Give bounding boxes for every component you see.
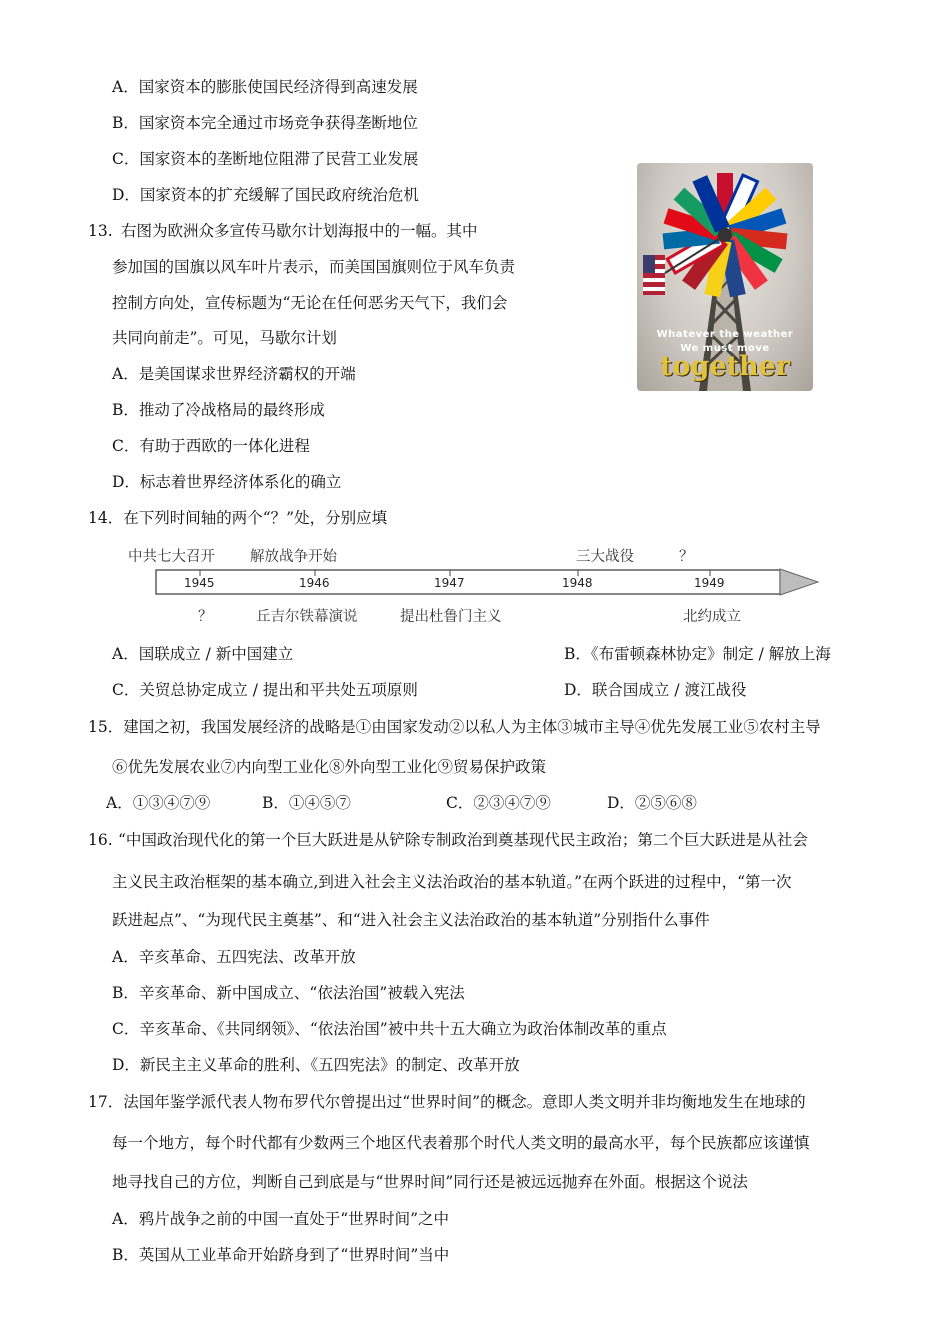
q17-stem-line-3: 地寻找自己的方位，判断自己到底是与“世界时间”同行还是被远远抛弃在外面。根据这个说法 (112, 1173, 748, 1191)
q13-stem-line-2: 参加国的国旗以风车叶片表示，而美国国旗则位于风车负责 (112, 258, 516, 276)
q16-stem-line-1: “中国政治现代化的第一个巨大跃进是从铲除专制政治到奠基现代民主政治；第二个巨大跃进是从社会 (118, 831, 808, 849)
q16-stem-line-3: 跃进起点”、“为现代民主奠基”、和“进入社会主义法治政治的基本轨道”分别指什么事件 (112, 911, 710, 929)
timeline-year-1948: 1948 (562, 576, 593, 590)
q13-stem-line-3: 控制方向处，宣传标题为“无论在任何恶劣天气下，我们会 (112, 294, 508, 312)
q16-option-c: C．辛亥革命、《共同纲领》、“依法治国”被中共十五大确立为政治体制改革的重点 (112, 1020, 667, 1038)
poster-slogan-line-1: Whatever the weather (656, 329, 794, 340)
q15-option-a: A．①③④⑦⑨ (106, 794, 211, 812)
q13-option-c: C．有助于西欧的一体化进程 (112, 437, 310, 455)
q12-option-b: B．国家资本完全通过市场竞争获得垄断地位 (112, 114, 418, 132)
timeline-year-1949: 1949 (694, 576, 725, 590)
q13-number: 13. (88, 222, 113, 240)
q15-option-b: B．①④⑤⑦ (262, 794, 351, 812)
q16-option-b: B．辛亥革命、新中国成立、“依法治国”被载入宪法 (112, 984, 465, 1002)
q17-option-a: A．鸦片战争之前的中国一直处于“世界时间”之中 (112, 1210, 450, 1228)
q12-option-d: D．国家资本的扩充缓解了国民政府统治危机 (112, 186, 419, 204)
q16-number: 16. (88, 831, 113, 849)
q16-option-d: D．新民主主义革命的胜利、《五四宪法》的制定、改革开放 (112, 1056, 520, 1074)
q12-option-c: C．国家资本的垄断地位阻滞了民营工业发展 (112, 150, 419, 168)
timeline-top-label-4: ？ (679, 549, 694, 565)
q15-stem-line-1: 15．建国之初，我国发展经济的战略是①由国家发动②以私人为主体③城市主导④优先发展工业⑤农村主导 (88, 718, 821, 736)
q14-option-b: B．《布雷顿森林协定》制定 / 解放上海 (564, 645, 831, 663)
q14-option-a: A．国联成立 / 新中国建立 (112, 645, 294, 663)
q15-option-c: C．②③④⑦⑨ (446, 794, 551, 812)
q13-option-d: D．标志着世界经济体系化的确立 (112, 473, 342, 491)
timeline-bottom-label-2: 丘吉尔铁幕演说 (256, 609, 358, 625)
q14-stem: 14．在下列时间轴的两个“？”处，分别应填 (88, 509, 388, 527)
poster-slogan-line-3: together (659, 351, 791, 382)
timeline-year-1947: 1947 (434, 576, 465, 590)
marshall-plan-poster (637, 163, 813, 391)
q15-option-d: D．②⑤⑥⑧ (607, 794, 697, 812)
q13-stem-line-4: 共同向前走”。可见，马歇尔计划 (112, 329, 337, 347)
q12-option-a: A．国家资本的膨胀使国民经济得到高速发展 (112, 78, 418, 96)
q14-option-c: C．关贸总协定成立 / 提出和平共处五项原则 (112, 681, 418, 699)
timeline-bottom-label-1: ？ (198, 609, 213, 625)
q13-option-b: B．推动了冷战格局的最终形成 (112, 401, 325, 419)
timeline-year-1945: 1945 (184, 576, 215, 590)
q13-option-a: A．是美国谋求世界经济霸权的开端 (112, 365, 356, 383)
q15-stem-line-2: ⑥优先发展农业⑦内向型工业化⑧外向型工业化⑨贸易保护政策 (112, 758, 547, 776)
q16-option-a: A．辛亥革命、五四宪法、改革开放 (112, 948, 356, 966)
q16-stem-line-2: 主义民主政治框架的基本确立,到进入社会主义法治政治的基本轨道。”在两个跃进的过程中，“第一次 (112, 873, 792, 891)
timeline-top-label-3: 三大战役 (576, 549, 634, 565)
timeline-bottom-label-3: 提出杜鲁门主义 (400, 609, 502, 625)
q13-stem-line-1: 右图为欧洲众多宣传马歇尔计划海报中的一幅。其中 (121, 222, 478, 240)
timeline-top-label-1: 中共七大召开 (128, 549, 215, 565)
poster-slogan-line-2: We must move (680, 343, 770, 354)
timeline-bottom-label-4: 北约成立 (683, 609, 741, 625)
timeline-top-label-2: 解放战争开始 (250, 549, 337, 565)
q14-option-d: D．联合国成立 / 渡江战役 (564, 681, 747, 699)
q17-stem-line-2: 每一个地方，每个时代都有少数两三个地区代表着那个时代人类文明的最高水平，每个民族都应该谨慎 (112, 1134, 810, 1152)
q17-option-b: B．英国从工业革命开始跻身到了“世界时间”当中 (112, 1246, 450, 1264)
q17-stem-line-1: 17．法国年鉴学派代表人物布罗代尔曾提出过“世界时间”的概念。意即人类文明并非均衡地发生在地球的 (88, 1093, 806, 1111)
timeline-year-1946: 1946 (299, 576, 330, 590)
